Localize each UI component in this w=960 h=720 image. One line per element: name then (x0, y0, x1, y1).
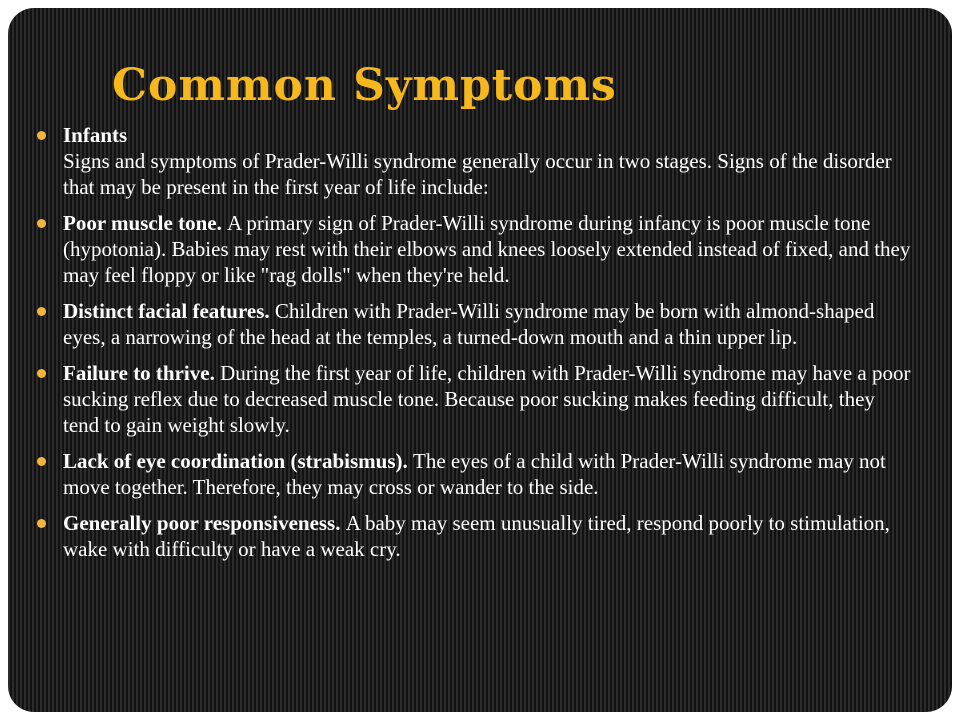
bullet-icon (37, 369, 46, 378)
bullet-lead: Generally poor responsiveness. (63, 511, 346, 535)
bullet-icon (37, 307, 46, 316)
bullet-icon (37, 131, 46, 140)
list-item (35, 510, 915, 562)
bullet-list (35, 122, 915, 572)
bullet-icon (37, 519, 46, 528)
bullet-text: A baby may seem unusually tired, respond poorly to stimulation, wake with difficulty or have a weak cry. (63, 511, 890, 561)
list-item (35, 210, 915, 288)
list-item (35, 298, 915, 350)
bullet-lead: Infants (63, 123, 128, 147)
bullet-text: The eyes of a child with Prader-Willi syndrome may not move together. Therefore, they may cross or wander to the side. (63, 449, 886, 499)
bullet-lead: Poor muscle tone. (63, 211, 228, 235)
list-item (35, 360, 915, 438)
bullet-text: During the first year of life, children with Prader-Willi syndrome may have a poor sucking reflex due to decreased muscle tone. Because poor sucking makes feeding difficult, they tend to gain weight slowly. (63, 361, 911, 437)
slide (8, 8, 952, 712)
bullet-text: Children with Prader-Willi syndrome may be born with almond-shaped eyes, a narrowing of the head at the temples, a turned-down mouth and a thin upper lip. (63, 299, 875, 349)
bullet-text: A primary sign of Prader-Willi syndrome during infancy is poor muscle tone (hypotonia). Babies may rest with their elbows and knees loosely extended instead of fixed, and they may feel floppy or like "rag dolls" when they're held. (63, 211, 911, 287)
bullet-text: Signs and symptoms of Prader-Willi syndrome generally occur in two stages. Signs of the disorder that may be present in the first year of life include: (63, 149, 892, 199)
bullet-icon (37, 457, 46, 466)
bullet-lead: Failure to thrive. (63, 361, 221, 385)
bullet-lead: Lack of eye coordination (strabismus). (63, 449, 413, 473)
list-item (35, 448, 915, 500)
list-item (35, 122, 915, 200)
slide-title: Common Symptoms (112, 60, 617, 111)
bullet-icon (37, 219, 46, 228)
bullet-lead: Distinct facial features. (63, 299, 275, 323)
